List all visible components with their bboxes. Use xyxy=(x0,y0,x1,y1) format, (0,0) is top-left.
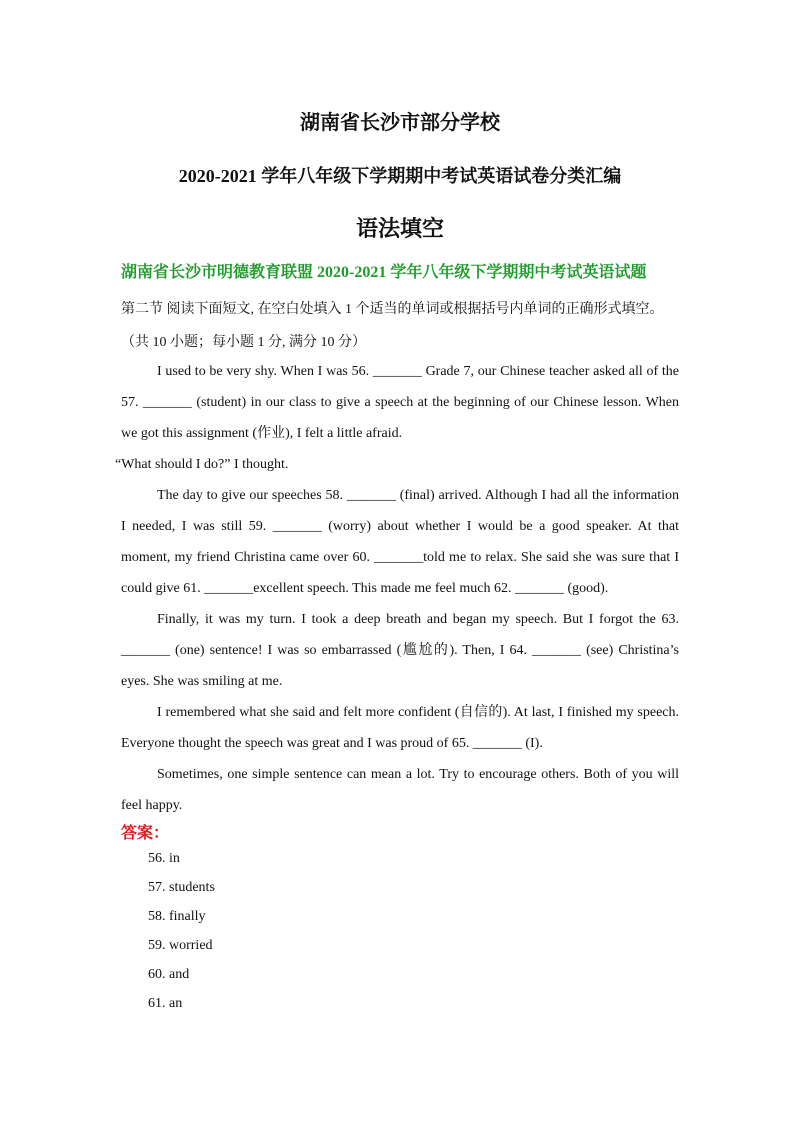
document-title: 湖南省长沙市部分学校 xyxy=(300,112,500,134)
answers-label: 答案： xyxy=(121,825,170,842)
answer-item: 58. finally xyxy=(148,909,206,924)
instruction-line-1: 第二节 阅读下面短文, 在空白处填入 1 个适当的单词或根据括号内单词的正确形式填空。 xyxy=(121,302,664,317)
answer-item: 59. worried xyxy=(148,938,213,953)
passage-paragraph-4: Finally, it was my turn. I took a deep breath and began my speech. But I forgot the 63. _______ (one) sentence! I was so embarrassed (尴尬的). Then, I 64. _______ (see) Christina’s eyes. She was smiling at me. xyxy=(121,612,679,689)
answer-item: 56. in xyxy=(148,851,180,866)
instruction-line-2: （共 10 小题；每小题 1 分, 满分 10 分） xyxy=(121,335,366,350)
answer-item: 60. and xyxy=(148,967,190,982)
source-heading: 湖南省长沙市明德教育联盟 2020-2021 学年八年级下学期期中考试英语试题 xyxy=(121,264,647,281)
document-subtitle: 2020-2021 学年八年级下学期期中考试英语试卷分类汇编 xyxy=(178,166,622,186)
answer-list xyxy=(148,844,215,1018)
answer-item: 57. students xyxy=(148,880,215,895)
section-title: 语法填空 xyxy=(355,216,444,241)
reading-passage xyxy=(115,356,679,821)
passage-paragraph-6: Sometimes, one simple sentence can mean a lot. Try to encourage others. Both of you will feel happy. xyxy=(121,767,679,813)
passage-paragraph-1: I used to be very shy. When I was 56. _______ Grade 7, our Chinese teacher asked all of the 57. _______ (student) in our class to give a speech at the beginning of our Chinese lesson. When we got this assignment (作业), I felt a little afraid. xyxy=(121,364,679,441)
passage-paragraph-2: “What should I do?” I thought. xyxy=(115,457,289,472)
passage-paragraph-5: I remembered what she said and felt more confident (自信的). At last, I finished my speech. Everyone thought the speech was great and I was proud of 65. _______ (I). xyxy=(121,705,679,751)
passage-paragraph-3: The day to give our speeches 58. _______ (final) arrived. Although I had all the information I needed, I was still 59. _______ (worry) about whether I would be a good speaker. At that moment, my friend Christina came over 60. _______told me to relax. She said she was sure that I could give 61. _______excellent speech. This made me feel much 62. _______ (good). xyxy=(121,488,679,596)
answer-item: 61. an xyxy=(148,996,183,1011)
